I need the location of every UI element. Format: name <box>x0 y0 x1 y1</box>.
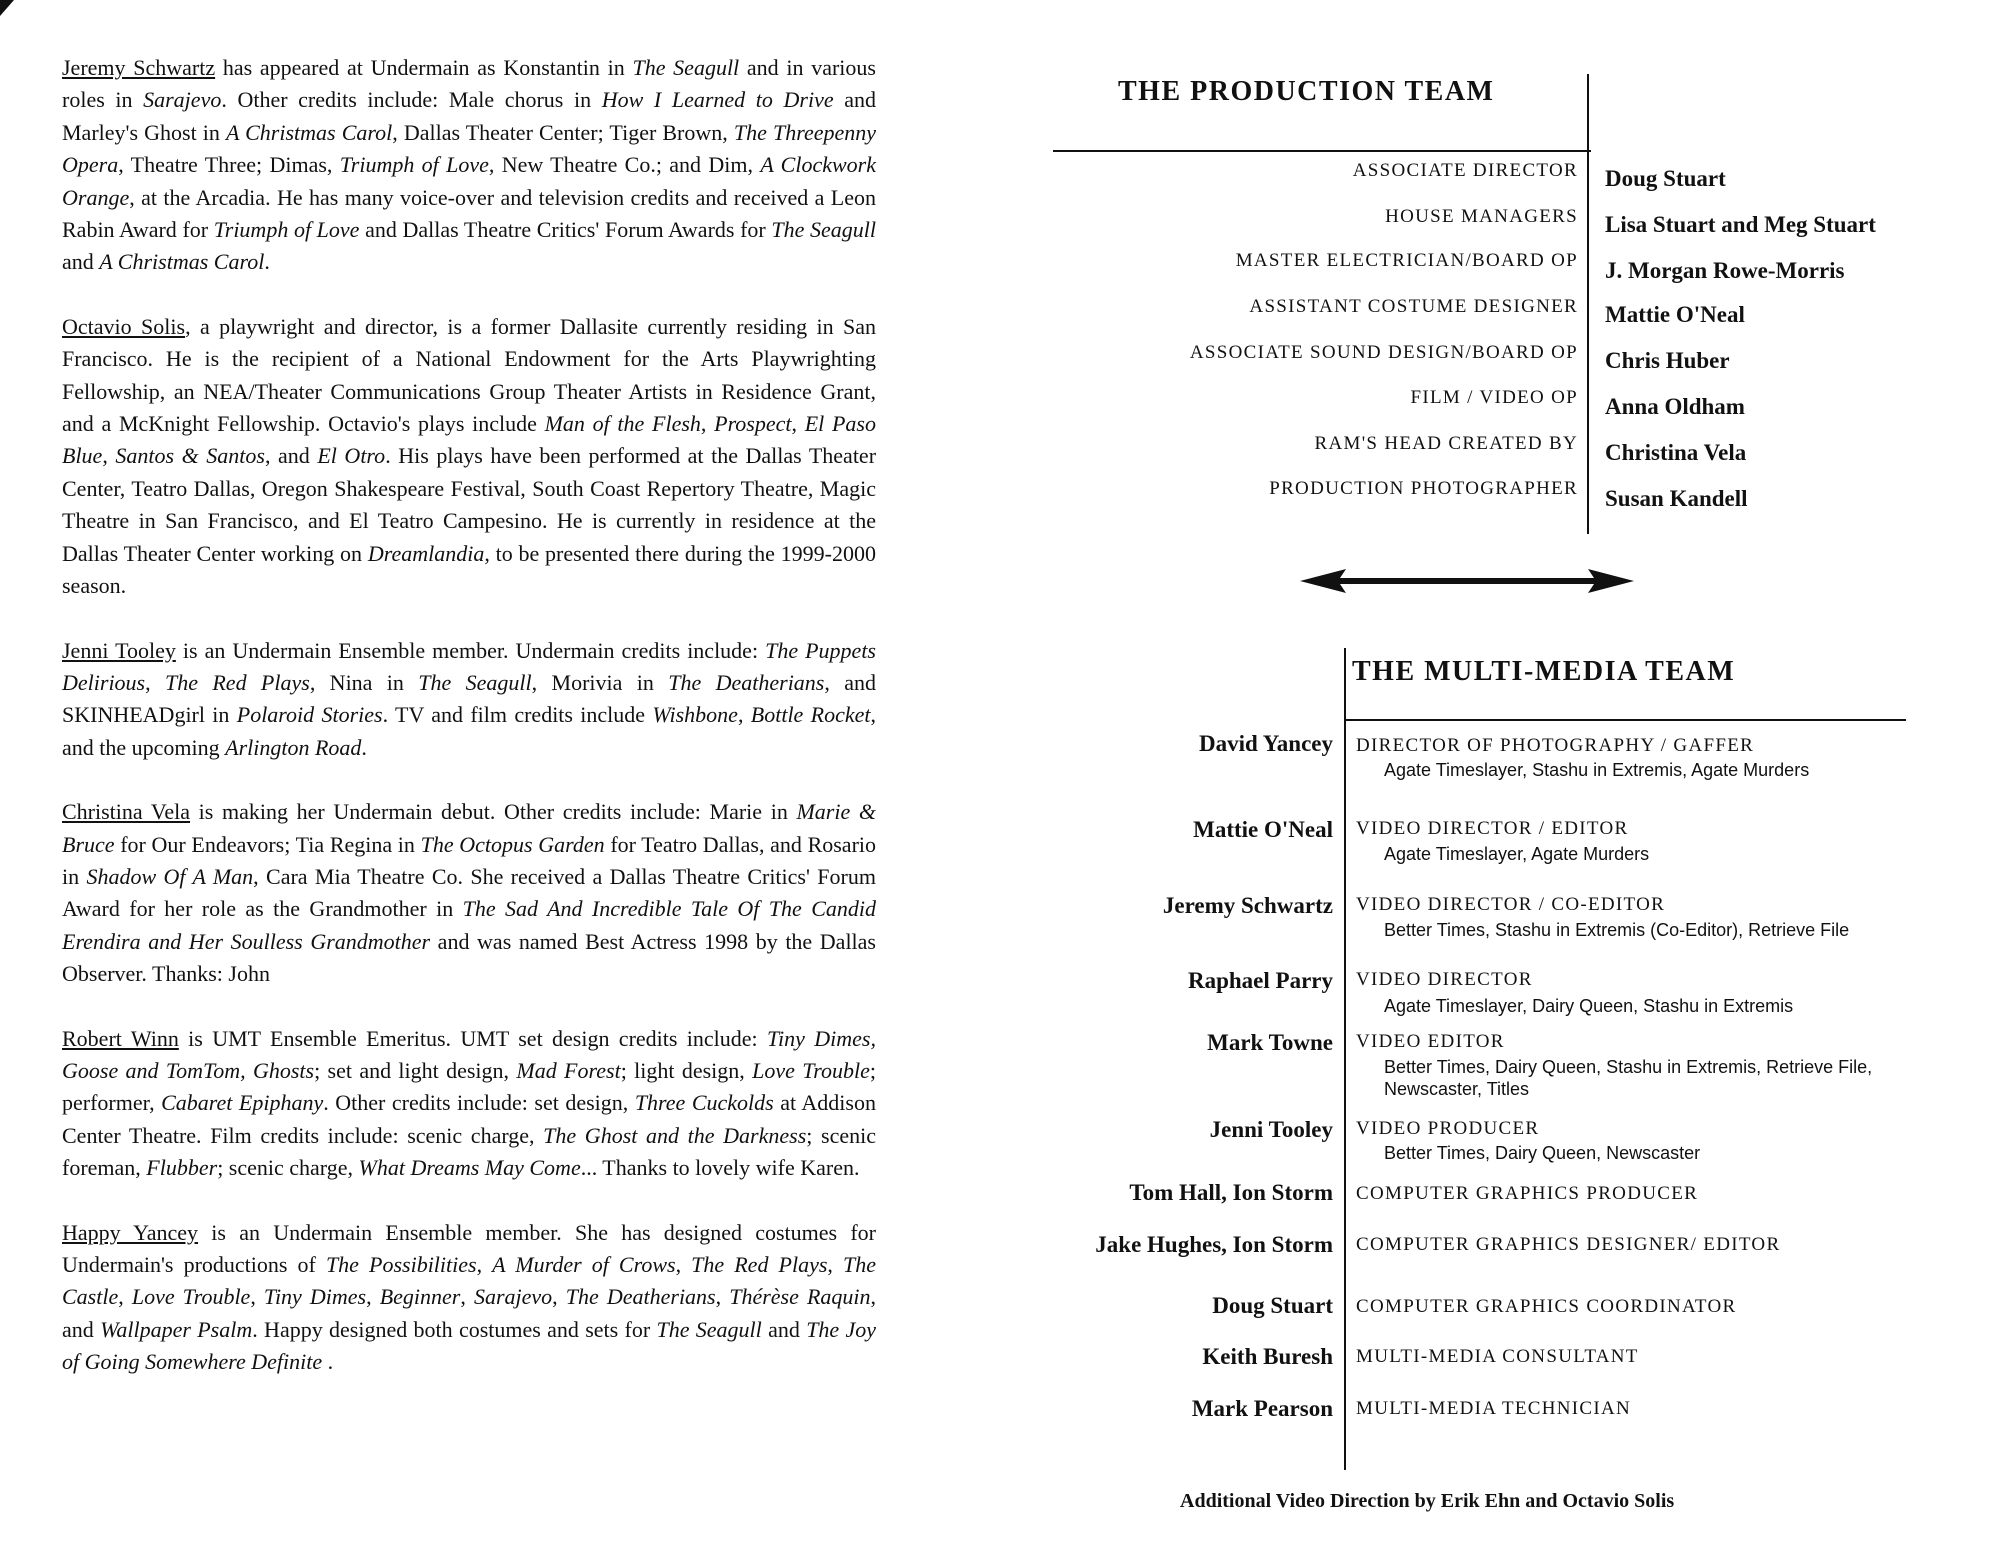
mm-credits: Better Times, Stashu in Extremis (Co-Editor), Retrieve File <box>1384 920 1850 940</box>
bio-text: ; performer, <box>62 1057 876 1116</box>
bio-name: Robert Winn <box>62 1025 179 1051</box>
prod-role: ASSOCIATE SOUND DESIGN/BOARD OP <box>1189 342 1578 363</box>
mm-role: VIDEO EDITOR <box>1356 1031 1505 1052</box>
bio-title-italic: Triumph of Love <box>213 217 360 243</box>
mm-role: VIDEO DIRECTOR / EDITOR <box>1356 818 1629 839</box>
bio-text: , a playwright and director, is a former Dallasite currently residing in San Francisco. He is the recipient of a National Endowment for the Arts Playwrighting Fellowship, an NEA/Theater Communications Group Theater Artists in Residence Grant, and a McKnight Fellowship. Octavio's plays include <box>62 313 876 437</box>
mm-role: DIRECTOR OF PHOTOGRAPHY / GAFFER <box>1356 735 1755 756</box>
bio-text: is an Undermain Ensemble member. She has designed costumes for Undermain's productions of <box>62 1219 876 1277</box>
bio-text: , <box>791 411 805 437</box>
bio-text: , and SKINHEADgirl in <box>62 669 877 728</box>
bio-text: , <box>675 1252 692 1277</box>
bio-text: , Nina in <box>309 669 419 695</box>
bio-text: , Theatre Three; Dimas, <box>118 152 340 178</box>
bio-text: , at the Arcadia. He has many voice-over and television credits and received a Leon Rabin Award for <box>62 184 876 243</box>
bio-text: ... Thanks to lovely wife Karen. <box>580 1155 860 1181</box>
bio-title-italic: Sarajevo <box>143 87 222 113</box>
bio-text: and Marley's Ghost in <box>62 87 876 145</box>
mm-name: Tom Hall, Ion Storm <box>1129 1180 1333 1205</box>
additional-video-direction-note: Additional Video Direction by Erik Ehn and Octavio Solis <box>1180 1490 1675 1512</box>
production-team-title: THE PRODUCTION TEAM <box>1118 76 1495 107</box>
bio-text: ; light design, <box>620 1057 753 1083</box>
bio-text: , and <box>62 1284 877 1342</box>
mm-role: MULTI-MEDIA TECHNICIAN <box>1356 1398 1632 1419</box>
multimedia-team-column-rule <box>1344 648 1346 1470</box>
mm-role: MULTI-MEDIA CONSULTANT <box>1356 1346 1639 1367</box>
bio-happy-yancey <box>62 1217 876 1379</box>
bio-christina-vela <box>62 796 876 990</box>
bio-text: , <box>827 1252 843 1277</box>
bio-text: , New Theatre Co.; and Dim, <box>488 152 761 178</box>
bio-title-italic: The Red Plays <box>691 1252 828 1277</box>
bio-title-italic: The Threepenny Opera <box>62 119 877 178</box>
mm-role: COMPUTER GRAPHICS PRODUCER <box>1356 1183 1699 1204</box>
bio-title-italic: A Murder of Crows <box>492 1252 676 1277</box>
bio-title-italic: Cabaret Epiphany <box>161 1090 324 1116</box>
bio-text: . <box>361 734 367 760</box>
bio-title-italic: Beginner <box>379 1284 461 1310</box>
bio-text: is UMT Ensemble Emeritus. UMT set design credits include: <box>178 1025 768 1051</box>
mm-role: VIDEO PRODUCER <box>1356 1118 1540 1139</box>
mm-credits: Agate Timeslayer, Agate Murders <box>1384 844 1650 864</box>
mm-name: Keith Buresh <box>1202 1344 1333 1369</box>
bio-name: Jenni Tooley <box>62 637 176 663</box>
bio-title-italic: Flubber <box>146 1155 218 1181</box>
bio-text: , to be presented there during the 1999-2000 season. <box>62 540 877 599</box>
bio-jenni-tooley <box>62 635 876 765</box>
prod-role: RAM'S HEAD CREATED BY <box>1314 433 1578 454</box>
mm-role: VIDEO DIRECTOR <box>1356 969 1533 990</box>
bio-text: and <box>62 249 100 275</box>
bio-text: ; scenic foreman, <box>62 1122 877 1181</box>
bio-text: , <box>552 1284 566 1310</box>
prod-name: J. Morgan Rowe-Morris <box>1605 258 1845 283</box>
prod-name: Susan Kandell <box>1605 486 1748 511</box>
bio-title-italic: The Deatherians <box>565 1284 716 1310</box>
prod-name: Christina Vela <box>1605 440 1747 465</box>
bio-text: . TV and film credits include <box>382 702 653 728</box>
bio-text: ; set and light design, <box>314 1057 517 1083</box>
bio-text: has appeared at Undermain as Konstantin in <box>215 55 633 80</box>
prod-name: Chris Huber <box>1605 348 1730 373</box>
bio-title-italic: The Castle <box>62 1252 876 1310</box>
multimedia-team-title: THE MULTI-MEDIA TEAM <box>1352 656 1736 687</box>
bio-title-italic: Arlington Road <box>225 734 362 760</box>
bio-text: is making her Undermain debut. Other credits include: Marie in <box>190 799 797 825</box>
bio-text: , Morivia in <box>531 669 669 695</box>
bio-title-italic: The Red Plays <box>165 669 310 695</box>
bio-title-italic: Man of the Flesh <box>544 411 701 437</box>
bio-name: Jeremy Schwartz <box>62 55 216 80</box>
bio-text: is an Undermain Ensemble member. Undermain credits include: <box>175 637 766 663</box>
bio-title-italic: Love Trouble <box>752 1057 870 1083</box>
bio-title-italic: A Clockwork Orange <box>62 152 876 210</box>
bio-text: , <box>700 411 715 437</box>
bio-title-italic: Wishbone <box>652 702 738 728</box>
bio-text: . <box>264 249 270 275</box>
bio-title-italic: Tiny Dimes <box>263 1284 367 1310</box>
bio-text: , <box>476 1252 493 1277</box>
mm-credits: Agate Timeslayer, Dairy Queen, Stashu in Extremis <box>1384 996 1794 1016</box>
prod-role: MASTER ELECTRICIAN/BOARD OP <box>1235 250 1578 271</box>
bio-title-italic: Bottle Rocket <box>750 702 871 728</box>
bio-title-italic: Mad Forest <box>516 1057 621 1083</box>
bio-text: , <box>715 1284 730 1310</box>
mm-role: COMPUTER GRAPHICS DESIGNER/ EDITOR <box>1356 1234 1781 1255</box>
bio-text: , <box>145 669 165 695</box>
production-team-column-rule <box>1587 74 1589 534</box>
bio-text: . Other credits include: set design, <box>323 1090 635 1116</box>
bio-text: , and <box>264 443 318 469</box>
mm-name: Mark Towne <box>1207 1030 1333 1055</box>
bio-name: Octavio Solis <box>62 313 186 339</box>
bio-text: , and the upcoming <box>62 702 876 760</box>
mm-role: COMPUTER GRAPHICS COORDINATOR <box>1356 1296 1737 1317</box>
bio-title-italic: The Possibilities <box>325 1252 477 1277</box>
mm-name: Jake Hughes, Ion Storm <box>1095 1232 1333 1257</box>
bio-title-italic: Dreamlandia <box>367 540 485 566</box>
bio-jeremy-schwartz <box>62 52 876 279</box>
mm-credits: Agate Timeslayer, Stashu in Extremis, Agate Murders <box>1384 760 1810 780</box>
mm-name: Doug Stuart <box>1212 1293 1333 1318</box>
bio-text: for Teatro Dallas, and Rosario in <box>62 831 877 889</box>
bio-text: and Dallas Theatre Critics' Forum Awards for <box>359 217 772 243</box>
bio-text: , <box>366 1284 380 1310</box>
bio-title-italic: Three Cuckolds <box>634 1090 774 1116</box>
prod-name: Anna Oldham <box>1605 394 1745 419</box>
mm-name: Mark Pearson <box>1191 1396 1333 1421</box>
bio-text: . Other credits include: Male chorus in <box>221 87 602 113</box>
bio-title-italic: How I Learned to Drive <box>601 87 834 113</box>
bio-text: and <box>761 1316 807 1342</box>
bio-text: . <box>322 1349 334 1375</box>
bio-name: Christina Vela <box>62 799 191 825</box>
mm-name: Jeremy Schwartz <box>1162 893 1333 918</box>
multimedia-team-divider <box>1346 719 1906 721</box>
prod-role: ASSOCIATE DIRECTOR <box>1352 160 1578 181</box>
bio-title-italic: Thérèse Raquin <box>729 1284 871 1310</box>
bio-text: , <box>460 1284 474 1310</box>
bio-name: Happy Yancey <box>62 1219 199 1245</box>
double-arrow-divider <box>1300 566 1634 596</box>
mm-credits: Better Times, Dairy Queen, Newscaster <box>1384 1143 1701 1163</box>
bio-title-italic: A Christmas Carol <box>226 119 393 145</box>
bio-text: . Happy designed both costumes and sets for <box>252 1316 657 1342</box>
bio-text: , <box>737 702 751 728</box>
bio-title-italic: Love Trouble <box>131 1284 251 1310</box>
bio-text: , Cara Mia Theatre Co. She received a Dallas Theatre Critics' Forum Award for her role as the Grandmother in <box>62 863 876 922</box>
bio-title-italic: Prospect <box>714 411 792 437</box>
bio-title-italic: The Seagull <box>656 1316 762 1342</box>
bio-title-italic: Wallpaper Psalm <box>100 1316 253 1342</box>
bio-title-italic: Triumph of Love <box>339 152 489 178</box>
prod-role: HOUSE MANAGERS <box>1385 206 1578 227</box>
bio-title-italic: The Sad And Incredible Tale Of The Candid Erendira and Her Soulless Grandmother <box>62 896 877 954</box>
bio-title-italic: The Seagull <box>632 55 740 80</box>
bio-title-italic: El Paso Blue <box>62 411 876 469</box>
mm-name: Mattie O'Neal <box>1193 817 1333 842</box>
bio-title-italic: The Octopus Garden <box>420 831 605 857</box>
bio-octavio-solis <box>62 311 876 603</box>
bio-text: . His plays have been performed at the Dallas Theater Center, Teatro Dallas, Oregon Shakespeare Festival, South Coast Repertory Theatre, Magic Theatre in San Francisco, and El Teatro Campesino. He is currently in residence at the Dallas Theater Center working on <box>62 443 877 566</box>
prod-name: Mattie O'Neal <box>1605 302 1745 327</box>
bio-title-italic: The Seagull <box>418 669 532 695</box>
bio-title-italic: Polaroid Stories <box>236 702 383 728</box>
mm-name: Raphael Parry <box>1187 968 1333 993</box>
bio-title-italic: The Seagull <box>771 217 876 243</box>
bio-title-italic: The Joy of Going Somewhere Definite <box>62 1316 877 1375</box>
bio-text: at Addison Center Theatre. Film credits include: scenic charge, <box>62 1090 876 1148</box>
bio-title-italic: El Otro <box>317 443 386 469</box>
mm-role: VIDEO DIRECTOR / CO-EDITOR <box>1356 894 1666 915</box>
bio-title-italic: The Ghost and the Darkness <box>543 1122 807 1148</box>
mm-credits: Better Times, Dairy Queen, Stashu in Extremis, Retrieve File, Newscaster, Titles <box>1384 1057 1873 1099</box>
bio-text: , Dallas Theater Center; Tiger Brown, <box>392 119 734 145</box>
bio-text: and was named Best Actress 1998 by the Dallas Observer. Thanks: John <box>62 928 876 987</box>
bio-title-italic: Shadow Of A Man <box>86 863 254 889</box>
bio-text: and in various roles in <box>62 55 876 113</box>
prod-name: Doug Stuart <box>1605 166 1726 191</box>
prod-role: PRODUCTION PHOTOGRAPHER <box>1269 478 1578 499</box>
bio-title-italic: A Christmas Carol <box>99 249 265 275</box>
prod-role: ASSISTANT COSTUME DESIGNER <box>1249 296 1578 317</box>
bio-text: for Our Endeavors; Tia Regina in <box>114 831 421 857</box>
bio-title-italic: What Dreams May Come <box>358 1155 581 1181</box>
bio-text: , <box>118 1284 132 1310</box>
bio-robert-winn <box>62 1023 876 1185</box>
bios-column <box>62 52 876 1411</box>
bio-text: , <box>102 443 116 469</box>
prod-role: FILM / VIDEO OP <box>1410 387 1578 408</box>
bio-title-italic: The Deatherians <box>668 669 825 695</box>
mm-name: David Yancey <box>1199 731 1333 756</box>
corner-mark <box>0 0 14 16</box>
production-team-divider <box>1053 150 1591 152</box>
mm-name: Jenni Tooley <box>1209 1117 1333 1142</box>
bio-title-italic: The Puppets Delirious <box>62 637 876 695</box>
prod-name: Lisa Stuart and Meg Stuart <box>1605 212 1876 237</box>
bio-title-italic: Tiny Dimes, Goose and TomTom, Ghosts <box>62 1025 876 1083</box>
bio-title-italic: Santos & Santos <box>115 443 265 469</box>
bio-text: , <box>250 1284 264 1310</box>
bio-title-italic: Marie & Bruce <box>62 799 876 857</box>
bio-text: ; scenic charge, <box>217 1155 359 1181</box>
bio-title-italic: Sarajevo <box>473 1284 553 1310</box>
